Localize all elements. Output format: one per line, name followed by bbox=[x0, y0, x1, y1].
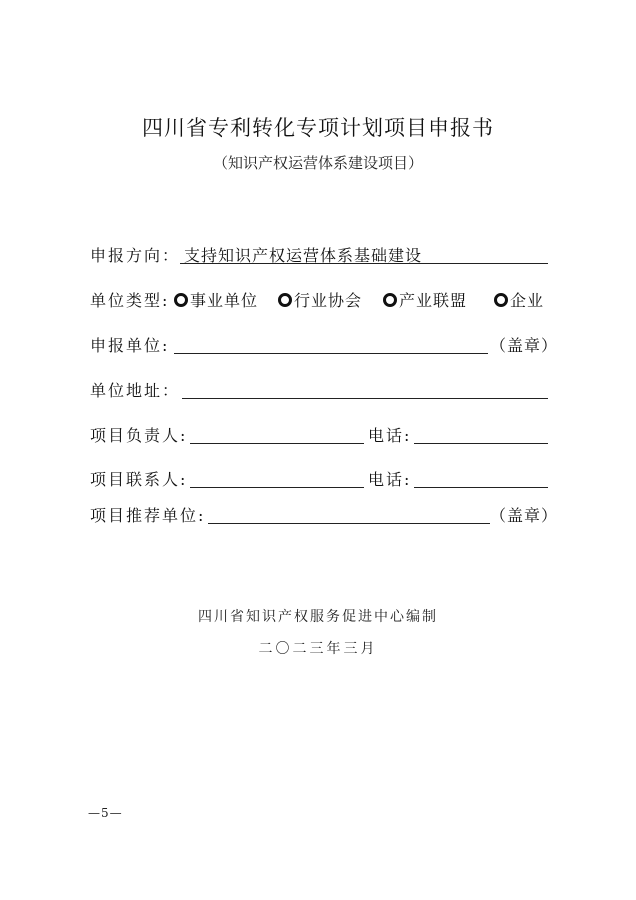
footer-date: 二〇二三年三月 bbox=[258, 641, 378, 657]
unit-type-option-2[interactable]: 行业协会 bbox=[278, 288, 362, 311]
direction-field[interactable] bbox=[180, 243, 548, 264]
leader-phone-field[interactable] bbox=[414, 423, 548, 444]
radio-icon bbox=[278, 293, 292, 307]
page-number: —5— bbox=[88, 806, 123, 820]
radio-icon bbox=[383, 293, 397, 307]
applicant-field[interactable] bbox=[174, 333, 488, 354]
unit-type-option-3[interactable]: 产业联盟 bbox=[383, 288, 467, 311]
unit-type-option-4[interactable]: 企业 bbox=[494, 288, 544, 311]
leader-phone-label: 电话: bbox=[368, 426, 412, 445]
address-field[interactable] bbox=[182, 378, 548, 399]
contact-field[interactable] bbox=[190, 467, 364, 488]
recommender-stamp: （盖章） bbox=[490, 506, 559, 525]
applicant-label: 申报单位: bbox=[90, 336, 170, 355]
unit-type-label: 单位类型: bbox=[90, 291, 170, 310]
contact-phone-field[interactable] bbox=[414, 467, 548, 488]
direction-label: 申报方向： bbox=[90, 246, 181, 265]
applicant-stamp: （盖章） bbox=[490, 336, 559, 355]
direction-value: 支持知识产权运营体系基础建设 bbox=[184, 246, 423, 265]
contact-label: 项目联系人: bbox=[90, 470, 188, 489]
address-label: 单位地址： bbox=[90, 381, 181, 400]
radio-icon bbox=[174, 293, 188, 307]
recommender-label: 项目推荐单位: bbox=[90, 506, 206, 525]
leader-field[interactable] bbox=[190, 423, 364, 444]
page-title: 四川省专利转化专项计划项目申报书 bbox=[142, 116, 494, 140]
page-subtitle: （知识产权运营体系建设项目） bbox=[212, 154, 423, 172]
radio-icon bbox=[494, 293, 508, 307]
footer-org: 四川省知识产权服务促进中心编制 bbox=[198, 609, 438, 625]
recommender-field[interactable] bbox=[208, 503, 490, 524]
contact-phone-label: 电话: bbox=[368, 470, 412, 489]
unit-type-option-1[interactable]: 事业单位 bbox=[174, 288, 258, 311]
leader-label: 项目负责人: bbox=[90, 426, 188, 445]
